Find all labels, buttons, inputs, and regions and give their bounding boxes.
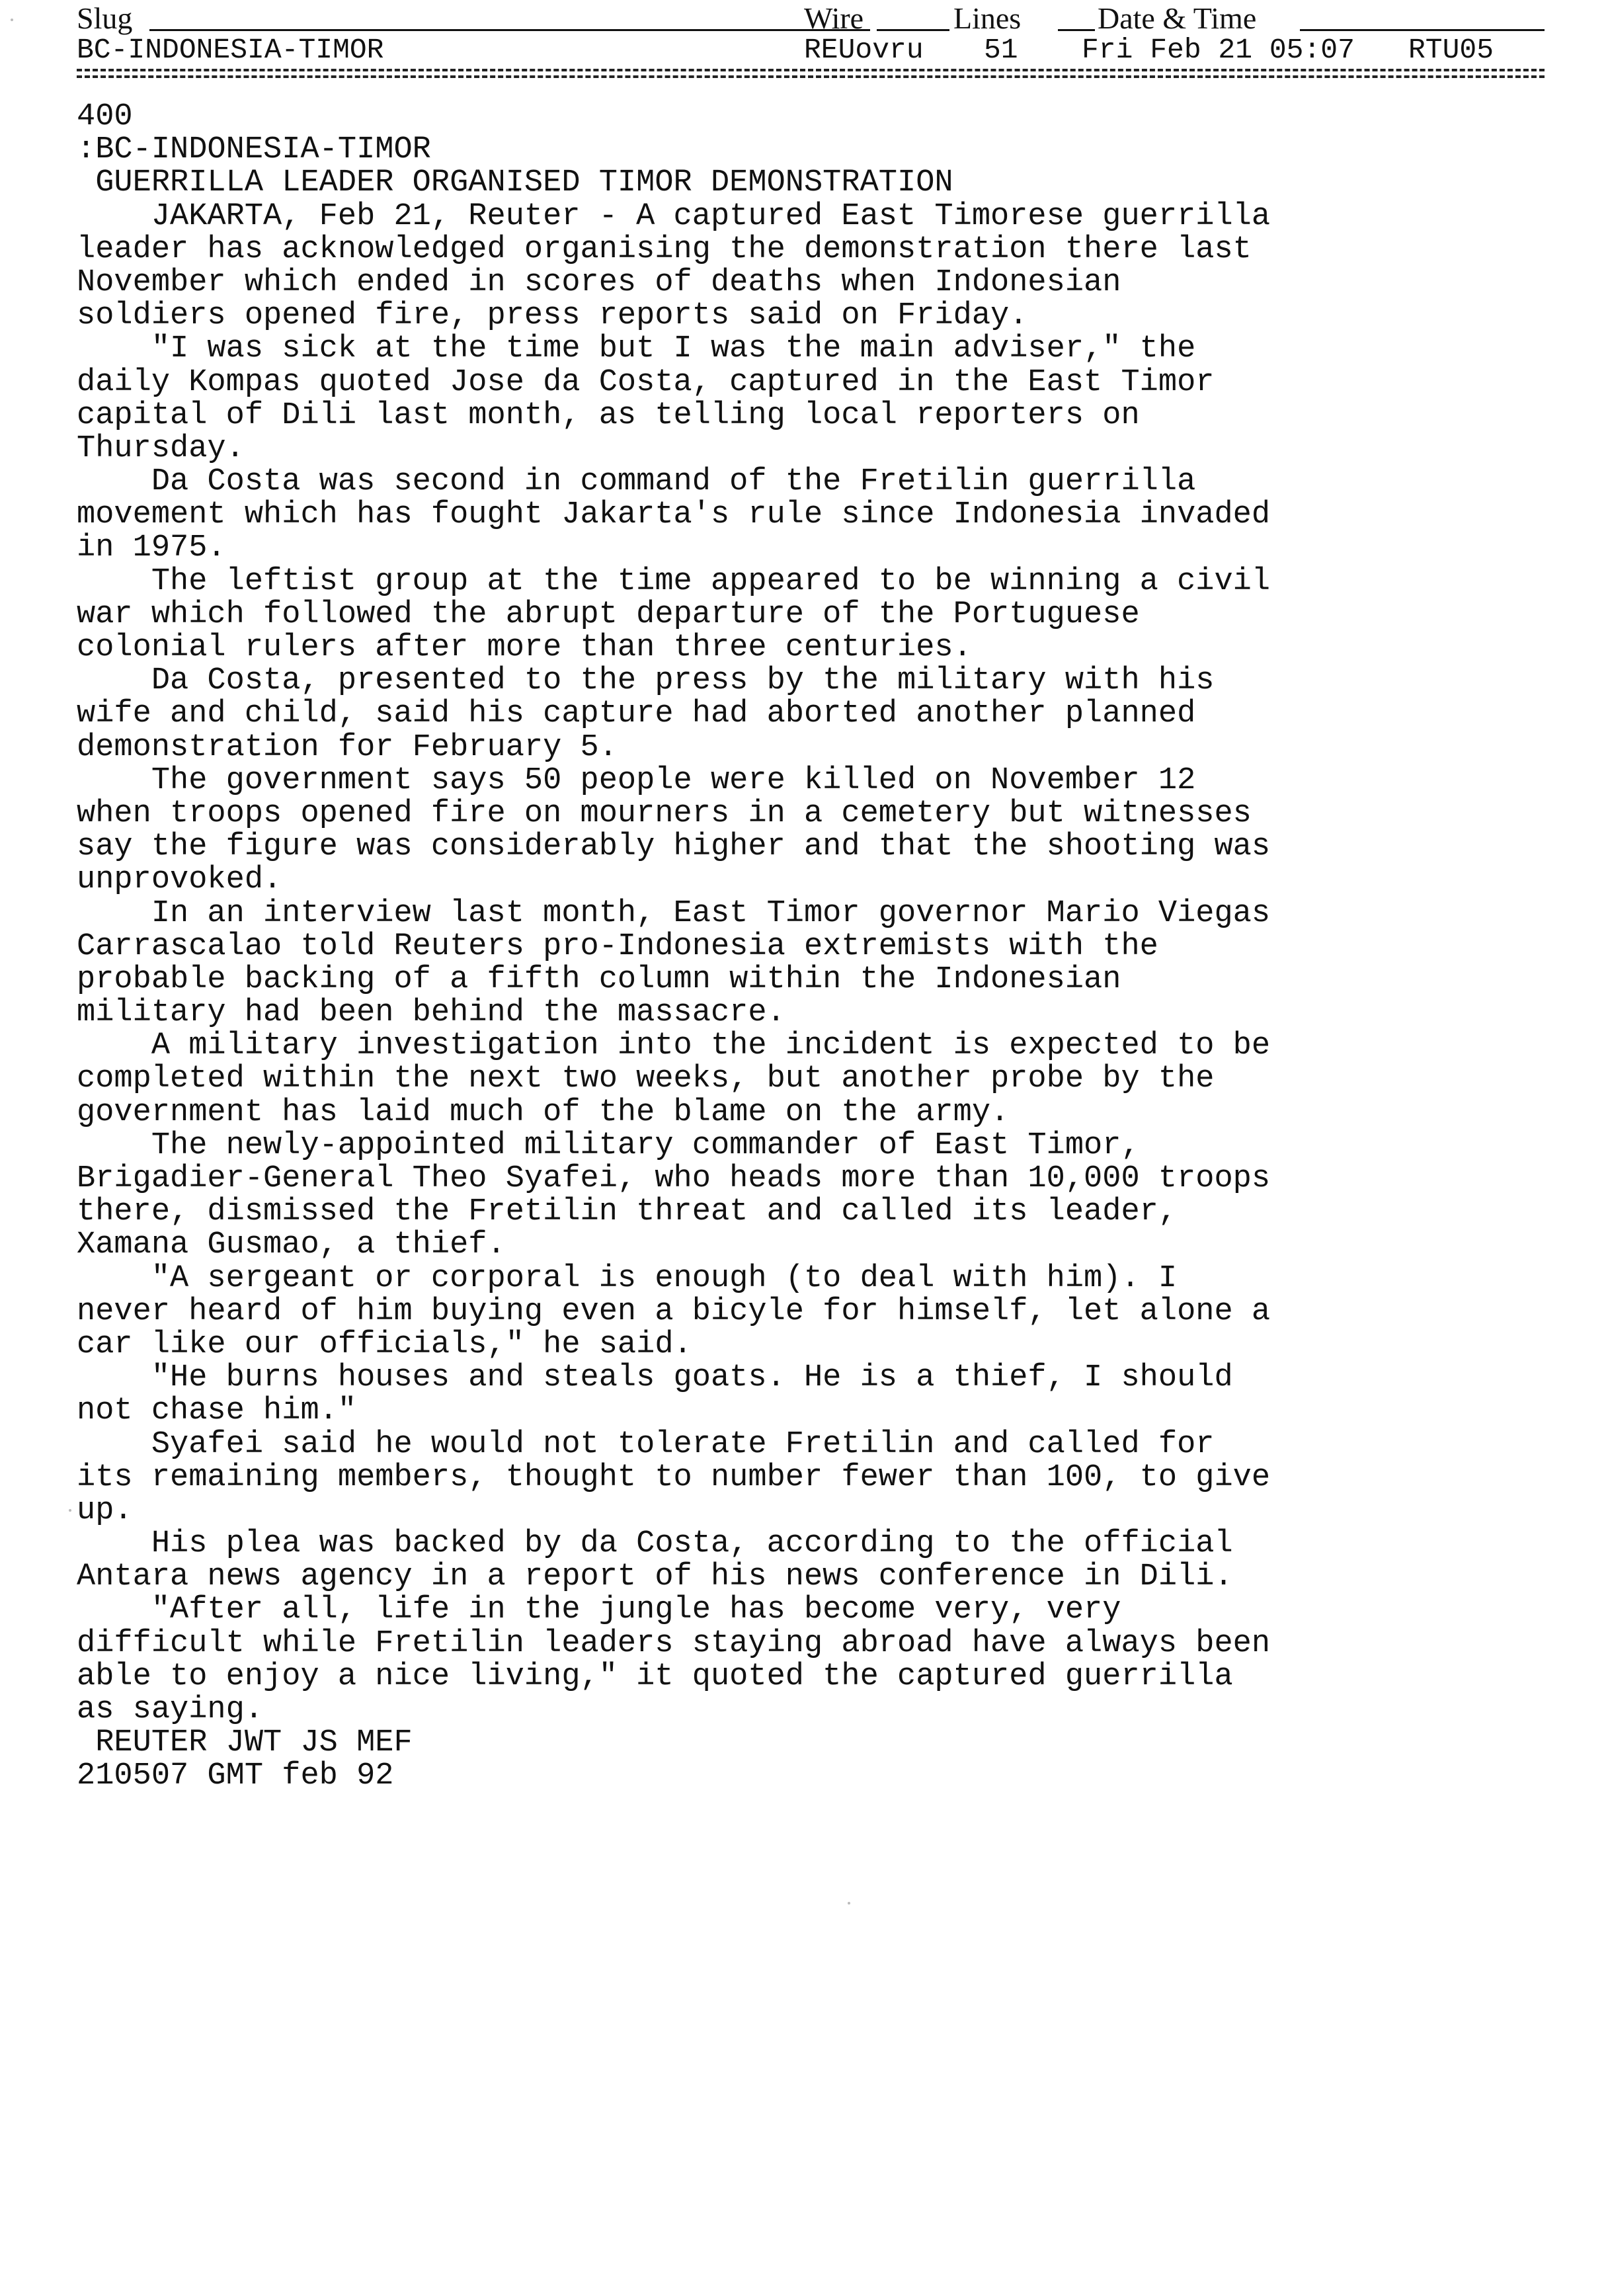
story-line: movement which has fought Jakarta's rule since Indonesia invaded: [77, 497, 1271, 533]
story-line: "A sergeant or corporal is enough (to deal with him). I: [77, 1260, 1178, 1296]
story-line: its remaining members, thought to number fewer than 100, to give: [77, 1459, 1271, 1495]
story-line: say the figure was considerably higher and that the shooting was: [77, 829, 1271, 865]
wire-value: REUovru: [804, 34, 924, 66]
story-line: "After all, life in the jungle has become very, very: [77, 1592, 1121, 1628]
story-line: The government says 50 people were killed on November 12: [77, 762, 1196, 798]
wire-underline: [877, 29, 949, 31]
lines-underline: [1058, 29, 1095, 31]
separator-line-top: [77, 69, 1545, 74]
date-time-label: Date & Time: [1098, 1, 1257, 35]
slug-label: Slug: [77, 1, 133, 35]
story-line: war which followed the abrupt departure of the Portuguese: [77, 596, 1140, 632]
story-signoff: REUTER JWT JS MEF: [77, 1725, 413, 1761]
story-line: demonstration for February 5.: [77, 729, 618, 765]
header-values-row: [77, 32, 1545, 69]
story-line: unprovoked.: [77, 862, 282, 898]
story-line: The newly-appointed military commander of East Timor,: [77, 1128, 1140, 1163]
story-line: Carrascalao told Reuters pro-Indonesia extremists with the: [77, 928, 1158, 964]
story-line: November which ended in scores of deaths when Indonesian: [77, 265, 1121, 300]
separator-line-bottom: [77, 75, 1545, 81]
priority-code: 400: [77, 99, 133, 134]
story-line: up.: [77, 1493, 133, 1528]
story-line: in 1975.: [77, 530, 226, 566]
story-line: daily Kompas quoted Jose da Costa, captured in the East Timor: [77, 364, 1215, 400]
story-line: able to enjoy a nice living," it quoted the captured guerrilla: [77, 1659, 1233, 1694]
story-line: The leftist group at the time appeared to be winning a civil: [77, 563, 1271, 599]
scan-speck: [848, 1902, 850, 1905]
story-line: difficult while Fretilin leaders staying abroad have always been: [77, 1625, 1271, 1661]
story-timestamp: 210507 GMT feb 92: [77, 1758, 394, 1794]
story-line: never heard of him buying even a bicyle for himself, let alone a: [77, 1293, 1271, 1329]
scan-speck: [69, 1509, 71, 1512]
story-line: Da Costa, presented to the press by the military with his: [77, 663, 1215, 699]
story-line: Syafei said he would not tolerate Fretilin and called for: [77, 1426, 1215, 1462]
story-line: Da Costa was second in command of the Fretilin guerrilla: [77, 464, 1196, 500]
slug-underline: [149, 29, 870, 31]
story-line: as saying.: [77, 1692, 264, 1727]
story-slug-line: :BC-INDONESIA-TIMOR: [77, 132, 431, 168]
date-time-value: Fri Feb 21 05:07: [1082, 34, 1355, 66]
story-line: A military investigation into the incident is expected to be: [77, 1028, 1271, 1064]
lines-label: Lines: [953, 1, 1022, 35]
story-line: probable backing of a fifth column within the Indonesian: [77, 962, 1121, 997]
story-paragraphs: [77, 200, 1399, 1727]
story-line: "I was sick at the time but I was the main adviser," the: [77, 331, 1196, 367]
story-line: completed within the next two weeks, but another probe by the: [77, 1061, 1215, 1097]
story-line: "He burns houses and steals goats. He is a thief, I should: [77, 1360, 1233, 1396]
lines-value: 51: [984, 34, 1018, 66]
story-line: In an interview last month, East Timor governor Mario Viegas: [77, 895, 1271, 931]
story-line: Thursday.: [77, 430, 245, 466]
story-line: car like our officials," he said.: [77, 1327, 692, 1362]
story-line: Antara news agency in a report of his news conference in Dili.: [77, 1559, 1233, 1595]
story-line: JAKARTA, Feb 21, Reuter - A captured East Timorese guerrilla: [77, 198, 1271, 234]
story-line: Xamana Gusmao, a thief.: [77, 1227, 506, 1263]
story-body: [77, 101, 1399, 1793]
story-line: military had been behind the massacre.: [77, 995, 785, 1031]
slug-value: BC-INDONESIA-TIMOR: [77, 34, 384, 66]
story-line: government has laid much of the blame on the army.: [77, 1094, 1010, 1130]
story-line: there, dismissed the Fretilin threat and called its leader,: [77, 1194, 1178, 1230]
story-line: not chase him.": [77, 1393, 357, 1429]
story-line: capital of Dili last month, as telling local reporters on: [77, 397, 1140, 433]
scan-speck: [11, 19, 13, 21]
story-line: wife and child, said his capture had aborted another planned: [77, 696, 1196, 732]
station-code-value: RTU05: [1408, 34, 1494, 66]
separator-rule: [77, 66, 1545, 85]
date-time-underline: [1300, 29, 1545, 31]
story-line: soldiers opened fire, press reports said on Friday.: [77, 298, 1028, 334]
story-line: colonial rulers after more than three centuries.: [77, 630, 972, 665]
story-line: when troops opened fire on mourners in a cemetery but witnesses: [77, 796, 1252, 831]
story-headline: GUERRILLA LEADER ORGANISED TIMOR DEMONSTRATION: [77, 165, 953, 201]
story-line: leader has acknowledged organising the demonstration there last: [77, 231, 1252, 267]
story-line: Brigadier-General Theo Syafei, who heads more than 10,000 troops: [77, 1161, 1271, 1196]
story-line: His plea was backed by da Costa, according to the official: [77, 1526, 1233, 1562]
wire-label: Wire: [804, 1, 864, 35]
